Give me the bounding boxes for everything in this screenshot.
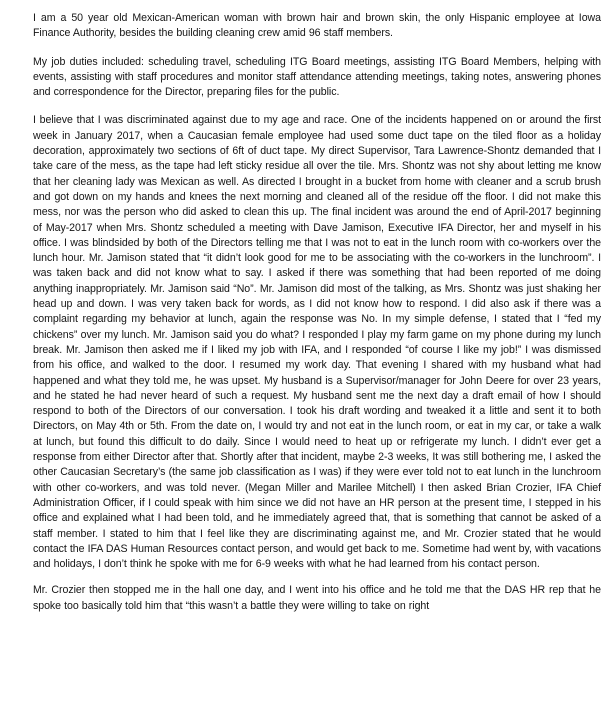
paragraph-introduction: I am a 50 year old Mexican-American woman with brown hair and brown skin, the only Hispanic employee at Iowa Finance Authority, besides the building cleaning crew amid 96 staff members. [33,12,601,40]
paragraph-discrimination-account: I believe that I was discriminated against due to my age and race. One of the incidents happened on or around the first week in January 2017, when a Caucasian female employee had used some duct tape on the tiled floor as a holiday decoration, approximately two sections of 6ft of duct tape. My direct Supervisor, Tara Lawrence-Shontz demanded that I take care of the mess, as the tape had left sticky residue all over the tile. Mrs. Shontz was not shy about letting me know that her cleaning lady was Mexican as well. As directed I brought in a bucket from home with cleaner and a scrub brush and got down on my hands and knees the next morning and cleaned all of the residue off the floor. I did not make this mess, nor was the person who did asked to clean this up. The final incident was around the end of April-2017 beginning of May-2017 when Mrs. Shontz scheduled a meeting with Dave Jamison, Executive IFA Director, her and myself in his office. I was blindsided by both of the Directors telling me that I was not to eat in the lunch room with co-workers over the lunch hour. Mr. Jamison stated that “it didn’t look good for me to be associating with the co-workers in the lunchroom”. I was taken back and did not know what to say. I asked if there was something that had been reported of me doing anything inappropriately. Mr. Jamison said “No”. Mr. Jamison did most of the talking, as Mrs. Shontz was just shaking her head up and down. I was very taken back for words, as I did not know how to respond. I did also ask if there was a complaint regarding my behavior at lunch, again the response was No. In my simple defense, I stated that I “fed my chickens” over my lunch. Mr. Jamison said you do what? I responded I play my farm game on my phone during my lunch break. Mr. Jamison then asked me if I liked my job with IFA, and I responded “of course I like my job!” I was dismissed from his office, and walked to the door. I resumed my work day. That evening I shared with my husband what had happened and what they told me, he was upset. My husband is a Supervisor/manager for John Deere for over 23 years, and he stated he had never heard of such a request. My husband sent me the next day a draft email of how I should respond to both of the Directors of our conversation. I took his draft wording and tweaked it a little and sent it to both Directors, on May 4th or 5th. From the date on, I would try and not eat in the lunch room, or eat in my car, or take a walk at lunch, but found this difficult to do daily. Since I would need to heat up or refrigerate my lunch. I didn’t ever get a response from either Director after that. Shortly after that incident, maybe 2-3 weeks, It was still bothering me, I asked the other Caucasian Secretary’s (the same job classification as I was) if they were ever told not to eat lunch in the lunchroom with other co-workers, and was told never. (Megan Miller and Marilee Mitchell) I then asked Brian Crozier, IFA Chief Administration Officer, if I could speak with him since we did not have an HR person at the present time, I stepped in his office and explained what I had been told, and he immediately agreed that, that is something that cannot be asked of a staff member. I stated to him that I feel like they are discriminating against me, and Mr. Crozier stated that he would contact the IFA DAS Human Resources contact person, and would get back to me. Sometime had went by, with vacations and holidays, I don’t think he spoke with me for 6-9 weeks with what he had learned from his contact person. [33,114,601,571]
paragraph-crozier-followup: Mr. Crozier then stopped me in the hall one day, and I went into his office and he told me that the DAS HR rep that he spoke too basically told him that “this wasn’t a battle they were willing to take on right [33,584,601,612]
paragraph-job-duties: My job duties included: scheduling travel, scheduling ITG Board meetings, assisting ITG Board Members, helping with events, assisting with staff procedures and monitor staff attendance attending meetings, taking notes, answering phones and correspondence for the Director, preparing files for the public. [33,55,601,99]
